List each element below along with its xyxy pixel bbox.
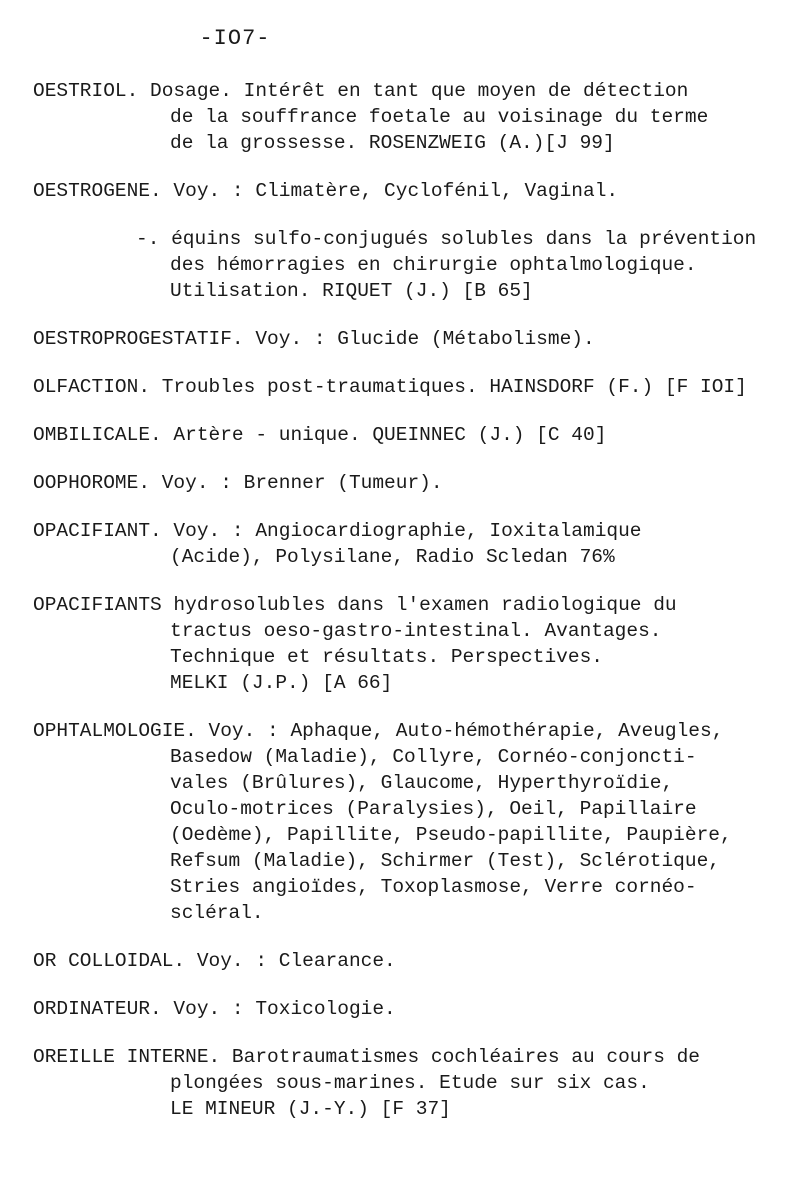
entry-line: OESTRIOL. Dosage. Intérêt en tant que moyen de détection [33, 80, 689, 102]
entry-line: (Acide), Polysilane, Radio Scledan 76% [170, 546, 615, 568]
index-entries [0, 78, 800, 1144]
entry-line: Basedow (Maladie), Collyre, Cornéo-conjoncti- [170, 746, 697, 768]
entry-line: Technique et résultats. Perspectives. [170, 646, 603, 668]
entry-line: OPACIFIANTS hydrosolubles dans l'examen radiologique du [33, 594, 677, 616]
index-entry-oestroprogestatif [33, 326, 793, 352]
index-entry-ophtalmologie [33, 718, 793, 926]
index-entry-oophorome [33, 470, 793, 496]
entry-line: OPHTALMOLOGIE. Voy. : Aphaque, Auto-hémothérapie, Aveugles, [33, 720, 724, 742]
entry-line: OLFACTION. Troubles post-traumatiques. HAINSDORF (F.) [F IOI] [33, 376, 747, 398]
entry-line: des hémorragies en chirurgie ophtalmologique. [170, 254, 697, 276]
index-entry-olfaction [33, 374, 793, 400]
entry-line: scléral. [170, 902, 264, 924]
entry-line: de la grossesse. ROSENZWEIG (A.)[J 99] [170, 132, 615, 154]
index-entry-opacifiants [33, 592, 793, 696]
entry-line: Oculo-motrices (Paralysies), Oeil, Papillaire [170, 798, 697, 820]
index-entry-or-colloidal [33, 948, 793, 974]
entry-line: de la souffrance foetale au voisinage du terme [170, 106, 709, 128]
entry-line: -. équins sulfo-conjugués solubles dans la prévention [136, 228, 757, 250]
entry-line: OMBILICALE. Artère - unique. QUEINNEC (J.) [C 40] [33, 424, 607, 446]
entry-line: OESTROGENE. Voy. : Climatère, Cyclofénil, Vaginal. [33, 180, 619, 202]
entry-line: Refsum (Maladie), Schirmer (Test), Sclérotique, [170, 850, 720, 872]
entry-line: vales (Brûlures), Glaucome, Hyperthyroïdie, [170, 772, 674, 794]
entry-line: (Oedème), Papillite, Pseudo-papillite, Paupière, [170, 824, 732, 846]
entry-line: ORDINATEUR. Voy. : Toxicologie. [33, 998, 396, 1020]
index-entry-oestriol [33, 78, 793, 156]
entry-line: MELKI (J.P.) [A 66] [170, 672, 393, 694]
entry-line: OREILLE INTERNE. Barotraumatismes cochléaires au cours de [33, 1046, 701, 1068]
entry-line: plongées sous-marines. Etude sur six cas. [170, 1072, 650, 1094]
entry-line: LE MINEUR (J.-Y.) [F 37] [170, 1098, 451, 1120]
entry-line: Utilisation. RIQUET (J.) [B 65] [170, 280, 533, 302]
entry-line: OOPHOROME. Voy. : Brenner (Tumeur). [33, 472, 443, 494]
entry-line: OR COLLOIDAL. Voy. : Clearance. [33, 950, 396, 972]
entry-line: OPACIFIANT. Voy. : Angiocardiographie, Ioxitalamique [33, 520, 642, 542]
index-subentry-equins [33, 226, 793, 304]
entry-line: Stries angioïdes, Toxoplasmose, Verre cornéo- [170, 876, 697, 898]
index-entry-ombilicale [33, 422, 793, 448]
index-entry-ordinateur [33, 996, 793, 1022]
entry-line: tractus oeso-gastro-intestinal. Avantages. [170, 620, 662, 642]
index-entry-opacifiant [33, 518, 793, 570]
page-number: -IO7- [199, 26, 271, 51]
entry-line: OESTROPROGESTATIF. Voy. : Glucide (Métabolisme). [33, 328, 595, 350]
index-entry-oestrogene [33, 178, 793, 204]
index-entry-oreille-interne [33, 1044, 793, 1122]
